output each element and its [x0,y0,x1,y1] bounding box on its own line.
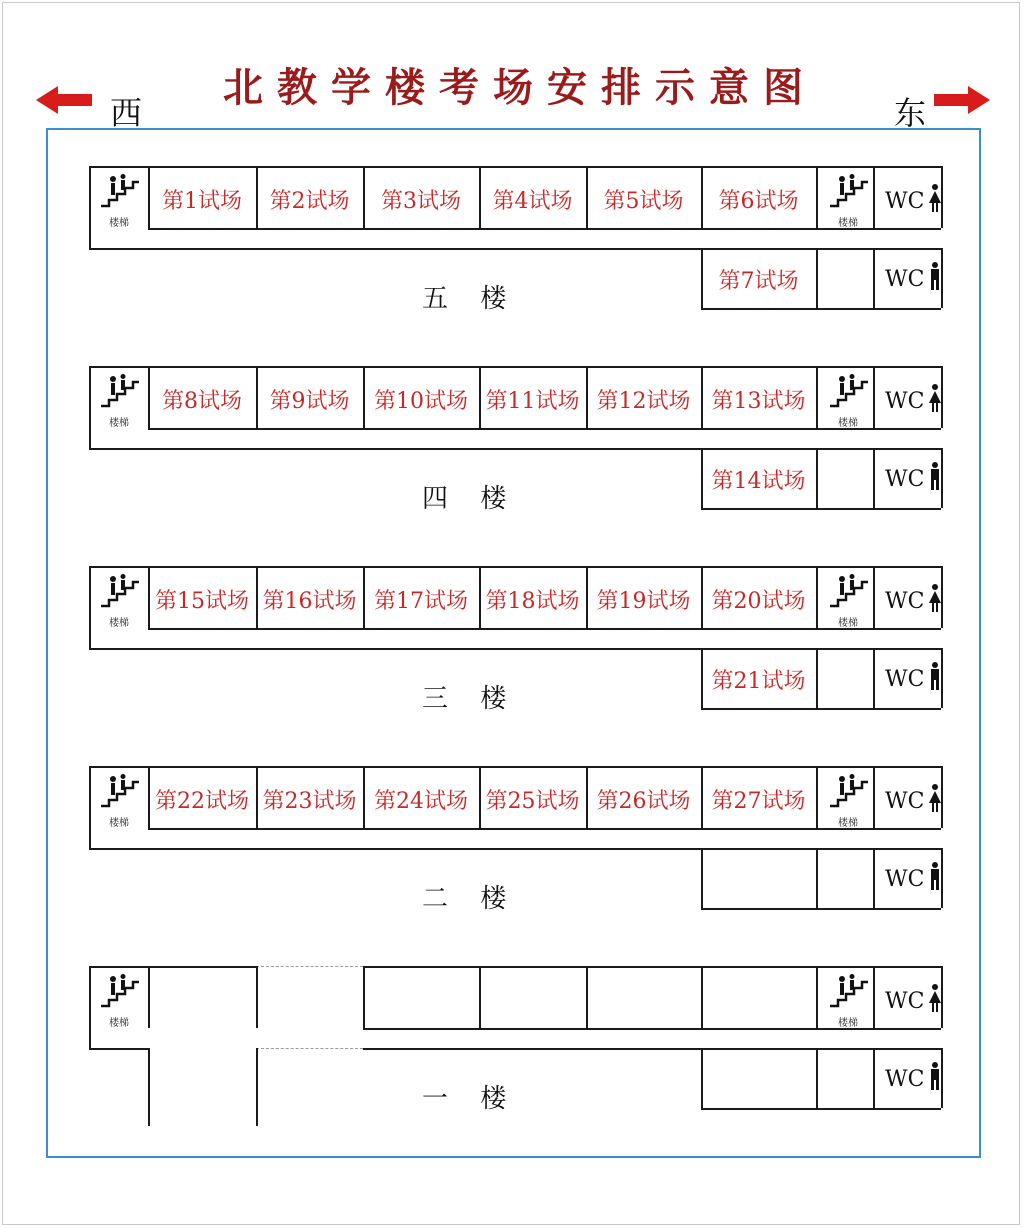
exam-room-label: 第3试场 [381,189,461,214]
wc-label: WC [885,466,925,492]
exam-room-label: 第22试场 [155,789,249,814]
exam-room-label: 第13试场 [711,389,806,414]
stairs-caption: 楼梯 [838,218,858,229]
wc-label: WC [885,266,925,292]
wc-sign [885,184,942,218]
wall-line [701,308,941,310]
exam-room-label: 第11试场 [485,389,580,414]
man-icon [928,1062,942,1096]
wall-line [873,366,875,428]
floor-label: 一 楼 [422,1084,519,1114]
woman-icon [928,384,942,418]
wall-line [89,966,91,1048]
stairs-icon [828,174,868,208]
floor-label: 四 楼 [422,484,519,514]
floor-label: 三 楼 [422,684,519,714]
wall-line [363,966,365,1028]
wall-line [816,166,818,228]
wc-label: WC [885,388,925,414]
exam-room-label: 第15试场 [155,589,249,614]
wall-line [89,766,91,848]
stairs-icon [828,374,868,408]
stairs-caption: 楼梯 [109,818,129,829]
stairs-caption: 楼梯 [109,418,129,429]
stairs-icon [99,774,139,808]
woman-icon [928,584,942,618]
east-label: 东 [894,94,927,132]
stairs-icon [828,974,868,1008]
exam-room-label: 第9试场 [269,389,350,414]
exam-room-label: 第2试场 [269,189,350,214]
exam-room-label: 第20试场 [711,589,806,614]
wall-line [89,166,91,248]
wall-line [816,566,818,628]
wc-sign [885,862,942,896]
exam-room-label: 第12试场 [596,389,691,414]
wall-line [701,1108,941,1110]
wall-line [816,848,818,908]
wall-line [816,966,818,1028]
woman-icon [928,184,942,218]
wc-label: WC [885,788,925,814]
exam-room-label: 第6试场 [718,189,799,214]
wall-line [89,766,941,768]
wall-line [873,448,875,508]
stairs-caption: 楼梯 [838,618,858,629]
wall-line [89,566,941,568]
exam-room-label: 第19试场 [596,589,691,614]
exam-room-label: 第7试场 [718,269,799,294]
wall-line [701,908,941,910]
stairs-icon [99,174,139,208]
wall-line [89,366,941,368]
wall-line [701,848,703,908]
wc-sign [885,384,942,418]
wall-line [816,366,818,428]
wc-sign [885,662,942,696]
man-icon [928,262,942,296]
exam-room-label: 第23试场 [262,789,357,814]
floor-label: 二 楼 [422,884,519,914]
exam-room-label: 第26试场 [596,789,691,814]
page-title: 北教学楼考场安排示意图 [223,64,817,111]
wall-line [816,248,818,308]
exam-room-label: 第10试场 [374,389,468,414]
wall-line [873,766,875,828]
exam-room-label: 第5试场 [603,189,684,214]
wall-line [479,966,481,1028]
stairs-icon [828,774,868,808]
woman-icon [928,984,942,1018]
wall-line [816,766,818,828]
wall-line [701,508,941,510]
wall-line [148,966,150,1028]
wall-line [363,966,941,968]
wall-line [89,448,941,450]
wall-line [873,566,875,628]
floor-label: 五 楼 [422,284,519,314]
wall-line [873,248,875,308]
wall-line [701,708,941,710]
stairs-caption: 楼梯 [838,418,858,429]
wc-sign [885,784,942,818]
wc-sign [885,984,942,1018]
exam-room-label: 第4试场 [492,189,573,214]
west-arrow-icon [36,86,92,114]
west-label: 西 [110,94,143,132]
wall-line [873,166,875,228]
wall-line [148,966,256,968]
exam-room-label: 第24试场 [374,789,468,814]
wc-label: WC [885,588,925,614]
wall-line [873,1048,875,1108]
wall-line [89,1048,148,1050]
east-arrow-icon [934,86,990,114]
exam-room-label: 第8试场 [162,389,242,414]
wall-line [586,966,588,1028]
exam-room-label: 第25试场 [485,789,580,814]
wall-line [89,248,941,250]
wall-line [256,966,363,967]
woman-icon [928,784,942,818]
man-icon [928,862,942,896]
wc-label: WC [885,1066,925,1092]
exam-room-label: 第16试场 [262,589,357,614]
wall-line [873,966,875,1028]
wc-label: WC [885,666,925,692]
wall-line [148,428,941,430]
wall-line [148,628,941,630]
wall-line [89,166,941,168]
wc-sign [885,262,942,296]
wall-line [363,1048,941,1050]
wc-label: WC [885,866,925,892]
wc-sign [885,584,942,618]
wall-line [873,848,875,908]
wall-line [89,366,91,448]
stairs-icon [99,574,139,608]
exam-room-label: 第21试场 [711,669,806,694]
man-icon [928,462,942,496]
man-icon [928,662,942,696]
stairs-caption: 楼梯 [838,1018,858,1029]
wall-line [89,648,941,650]
stairs-icon [99,974,139,1008]
wall-line [701,1048,703,1108]
stairs-caption: 楼梯 [109,218,129,229]
wall-line [148,228,941,230]
wall-line [816,648,818,708]
wc-label: WC [885,988,925,1014]
exam-room-label: 第17试场 [374,589,468,614]
wall-line [816,1048,818,1108]
stairs-caption: 楼梯 [838,818,858,829]
wall-line [256,966,258,1028]
wall-line [256,1048,258,1126]
wall-line [701,966,703,1028]
wc-sign [885,462,942,496]
stairs-caption: 楼梯 [109,618,129,629]
wall-line [89,848,941,850]
stairs-icon [828,574,868,608]
wall-line [89,566,91,648]
exam-room-label: 第18试场 [485,589,580,614]
exam-room-label: 第1试场 [162,189,242,214]
wall-line [256,1048,363,1049]
stairs-icon [99,374,139,408]
wall-line [89,966,148,968]
wc-label: WC [885,188,925,214]
wc-sign [885,1062,942,1096]
exam-room-label: 第14试场 [711,469,806,494]
wall-line [148,1048,150,1126]
stairs-caption: 楼梯 [109,1018,129,1029]
wall-line [873,648,875,708]
wall-line [816,448,818,508]
wall-line [148,828,941,830]
exam-room-label: 第27试场 [711,789,806,814]
